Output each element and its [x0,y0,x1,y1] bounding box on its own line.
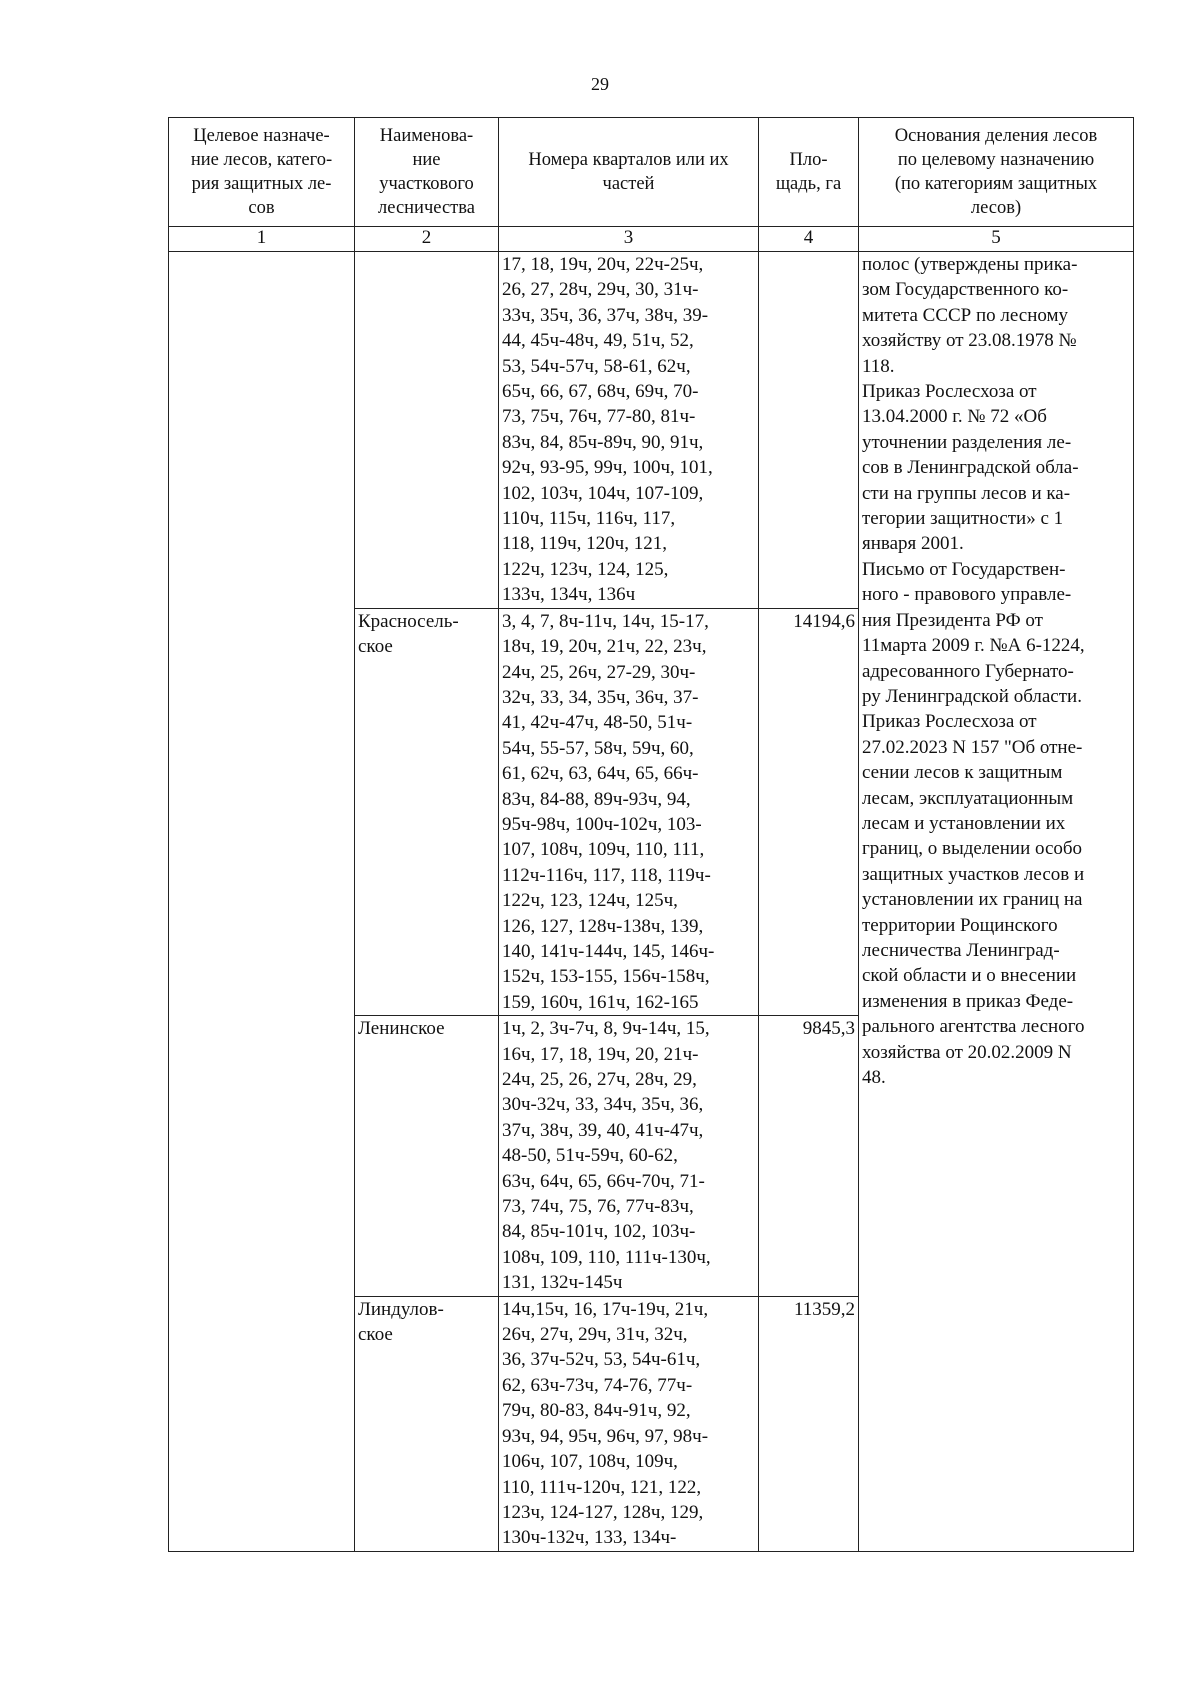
header-purpose: Целевое назначе- ние лесов, катего- рия защитных ле- сов [169,118,355,227]
quarter-numbers-cell: 3, 4, 7, 8ч-11ч, 14ч, 15-17, 18ч, 19, 20ч, 21ч, 22, 23ч, 24ч, 25, 26ч, 27-29, 30ч- 32ч, 33, 34, 35ч, 36ч, 37- 41, 42ч-47ч, 48-50, 51ч- 54ч, 55-57, 58ч, 59ч, 60, 61, 62ч, 63, 64ч, 65, 66ч- 83ч, 84-88, 89ч-93ч, 94, 95ч-98ч, 100ч-102ч, 103- 107, 108ч, 109ч, 110, 111, 112ч-116ч, 117, 118, 119ч- 122ч, 123, 124ч, 125ч, 126, 127, 128ч-138ч, 139, 140, 141ч-144ч, 145, 146ч- 152ч, 153-155, 156ч-158ч, 159, 160ч, 161ч, 162-165 [499,608,759,1016]
area-cell [759,252,859,609]
forestry-name-cell: Красносель- ское [355,608,499,1016]
area-cell: 11359,2 [759,1296,859,1551]
quarter-numbers-cell: 17, 18, 19ч, 20ч, 22ч-25ч, 26, 27, 28ч, 29ч, 30, 31ч- 33ч, 35ч, 36, 37ч, 38ч, 39- 44, 45ч-48ч, 49, 51ч, 52, 53, 54ч-57ч, 58-61, 62ч, 65ч, 66, 67, 68ч, 69ч, 70- 73, 75ч, 76ч, 77-80, 81ч- 83ч, 84, 85ч-89ч, 90, 91ч, 92ч, 93-95, 99ч, 100ч, 101, 102, 103ч, 104ч, 107-109, 110ч, 115ч, 116ч, 117, 118, 119ч, 120ч, 121, 122ч, 123ч, 124, 125, 133ч, 134ч, 136ч [499,252,759,609]
column-number: 5 [859,227,1134,252]
column-number: 1 [169,227,355,252]
column-number: 2 [355,227,499,252]
column-number: 3 [499,227,759,252]
purpose-cell [169,252,355,1552]
area-cell: 9845,3 [759,1016,859,1296]
header-forestry-name: Наименова- ние участкового лесничества [355,118,499,227]
quarter-numbers-cell: 14ч,15ч, 16, 17ч-19ч, 21ч, 26ч, 27ч, 29ч, 31ч, 32ч, 36, 37ч-52ч, 53, 54ч-61ч, 62, 63ч-73ч, 74-76, 77ч- 79ч, 80-83, 84ч-91ч, 92, 93ч, 94, 95ч, 96ч, 97, 98ч- 106ч, 107, 108ч, 109ч, 110, 111ч-120ч, 121, 122, 123ч, 124-127, 128ч, 129, 130ч-132ч, 133, 134ч- [499,1296,759,1551]
forestry-name-cell: Линдулов- ское [355,1296,499,1551]
basis-cell [859,252,1134,1552]
forest-purpose-table [168,117,1134,1552]
area-cell: 14194,6 [759,608,859,1016]
header-area: Пло- щадь, га [759,118,859,227]
header-row [169,118,1134,227]
header-quarter-numbers: Номера кварталов или их частей [499,118,759,227]
forestry-name-cell: Ленинское [355,1016,499,1296]
forestry-name-cell [355,252,499,609]
table-row [169,252,1134,609]
quarter-numbers-cell: 1ч, 2, 3ч-7ч, 8, 9ч-14ч, 15, 16ч, 17, 18, 19ч, 20, 21ч- 24ч, 25, 26, 27ч, 28ч, 29, 30ч-32ч, 33, 34ч, 35ч, 36, 37ч, 38ч, 39, 40, 41ч-47ч, 48-50, 51ч-59ч, 60-62, 63ч, 64ч, 65, 66ч-70ч, 71- 73, 74ч, 75, 76, 77ч-83ч, 84, 85ч-101ч, 102, 103ч- 108ч, 109, 110, 111ч-130ч, 131, 132ч-145ч [499,1016,759,1296]
column-number: 4 [759,227,859,252]
header-basis: Основания деления лесов по целевому назначению (по категориям защитных лесов) [859,118,1134,227]
page-number: 29 [591,74,609,94]
basis-text: полос (утверждены прика- зом Государственного ко- митета СССР по лесному хозяйству от 23.08.1978 № 118. Приказ Рослесхоза от 13.04.2000 г. № 72 «Об уточнении разделения ле- сов в Ленинградской обла- сти на группы лесов и ка- тегории защитности» с 1 января 2001. Письмо от Государствен- ного - правового управле- ния Президента РФ от 11марта 2009 г. №А 6-1224, адресованного Губернато- ру Ленинградской области. Приказ Рослесхоза от 27.02.2023 N 157 "Об отне- сении лесов к защитным лесам, эксплуатационным лесам и установлении их границ, о выделении особо защитных участков лесов и установлении их границ на территории Рощинского лесничества Ленинград- ской области и о внесении изменения в приказ Феде- рального агентства лесного хозяйства от 20.02.2009 N 48. [862,254,1085,1088]
column-number-row [169,227,1134,252]
